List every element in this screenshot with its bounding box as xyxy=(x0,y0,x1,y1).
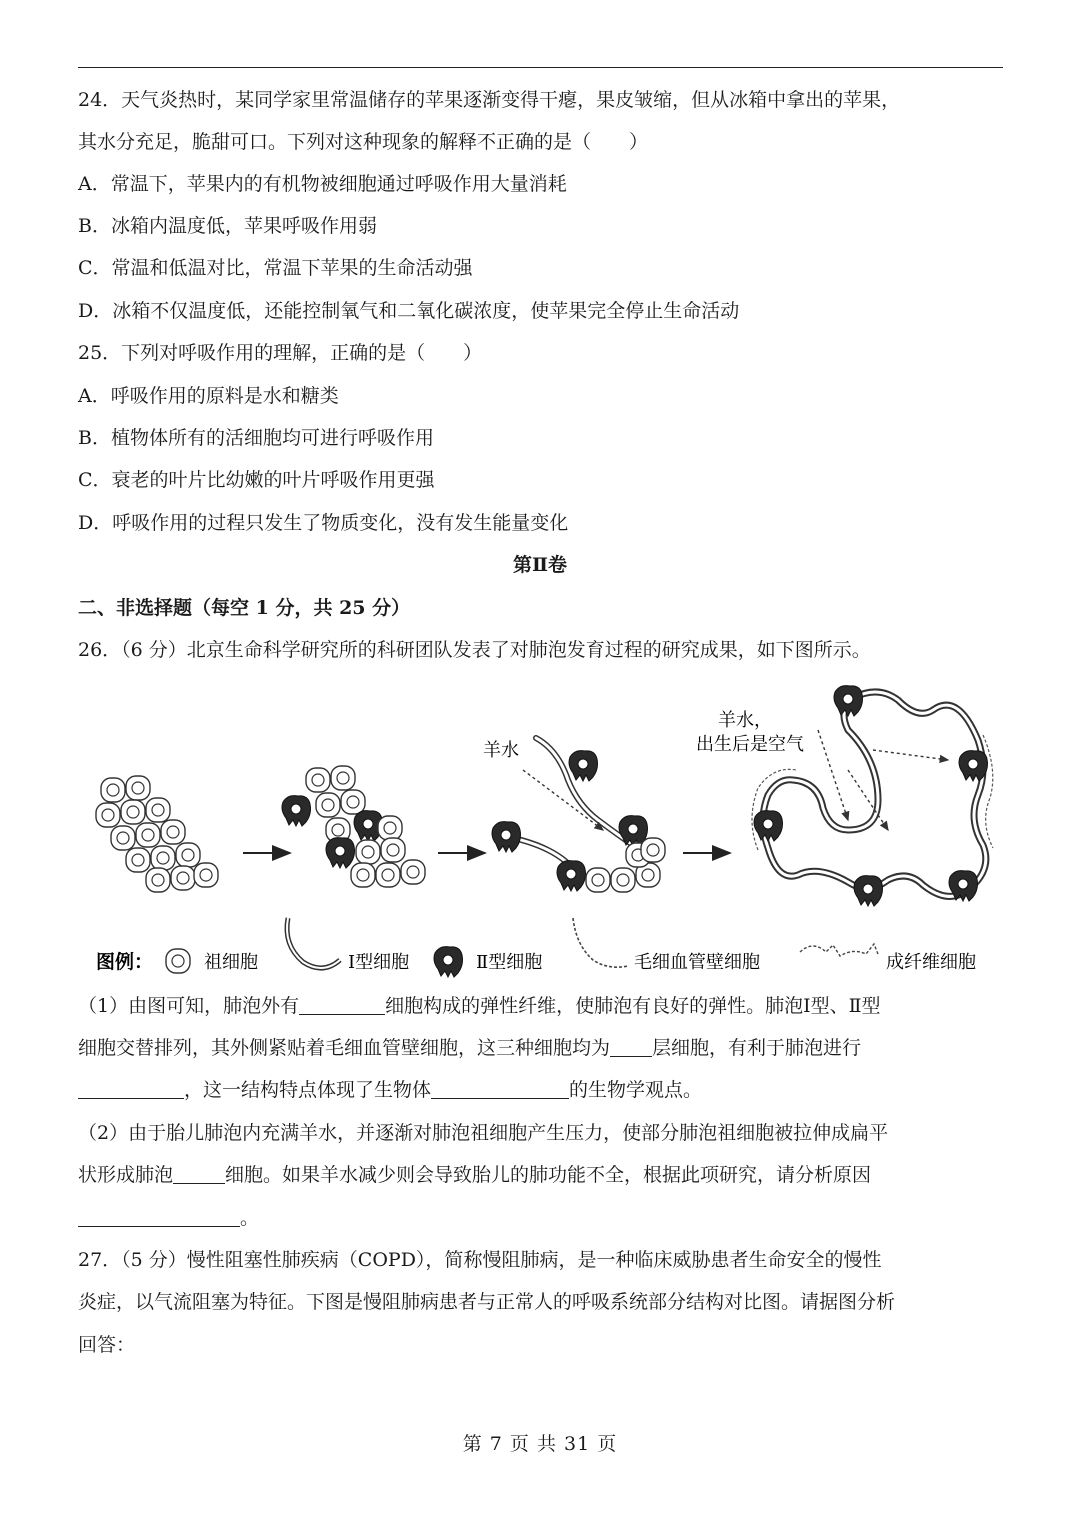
q25-option-a: A．呼吸作用的原料是水和糖类 xyxy=(78,385,339,407)
q26-p2-line1: （2）由于胎儿肺泡内充满羊水，并逐渐对肺泡祖细胞产生压力，使部分肺泡祖细胞被拉伸成扁平 xyxy=(78,1122,889,1144)
legend-title: 图例： xyxy=(96,951,154,973)
q24-option-a: A．常温下，苹果内的有机物被细胞通过呼吸作用大量消耗 xyxy=(78,173,567,195)
legend-progenitor-icon xyxy=(166,949,190,973)
legend-type2: Ⅱ型细胞 xyxy=(476,952,543,973)
q25-stem: 25．下列对呼吸作用的理解，正确的是（ ） xyxy=(78,342,483,364)
q27-line3: 回答： xyxy=(78,1334,136,1356)
q26-stem: 26．（6 分）北京生命科学研究所的科研团队发表了对肺泡发育过程的研究成果，如下图所示。 xyxy=(78,639,871,661)
q26-p1-text-d: 层细胞，有利于肺泡进行 xyxy=(652,1037,862,1059)
label-air-line2: 出生后是空气 xyxy=(696,734,804,755)
q26-p1-text-b: 细胞构成的弹性纤维，使肺泡有良好的弹性。肺泡Ⅰ型、Ⅱ型 xyxy=(385,995,881,1017)
answer-blank-5[interactable] xyxy=(173,1165,225,1184)
q24-stem-line1: 24．天气炎热时，某同学家里常温储存的苹果逐渐变得干瘪，果皮皱缩，但从冰箱中拿出的苹果， xyxy=(78,89,901,111)
legend-type2-icon xyxy=(434,947,463,977)
stage2-cluster xyxy=(282,766,425,887)
q26-p1-text-c: 细胞交替排列，其外侧紧贴着毛细血管壁细胞，这三种细胞均为 xyxy=(78,1037,611,1059)
answer-blank-6[interactable] xyxy=(78,1208,240,1227)
q26-p1-line1 xyxy=(78,994,881,1018)
q26-p2-text-b: 细胞。如果羊水减少则会导致胎儿的肺功能不全，根据此项研究，请分析原因 xyxy=(225,1164,872,1186)
q26-p2-text-a: 状形成肺泡 xyxy=(78,1164,174,1186)
q26-p1-text-e: ，这一结构特点体现了生物体 xyxy=(184,1079,432,1101)
header-rule xyxy=(78,67,1003,68)
answer-blank-4[interactable] xyxy=(431,1080,569,1099)
legend-type1: Ⅰ型细胞 xyxy=(348,952,410,973)
q26-p1-line2 xyxy=(78,1036,861,1060)
q25-option-d: D．呼吸作用的过程只发生了物质变化，没有发生能量变化 xyxy=(78,512,569,534)
q24-stem-line2: 其水分充足，脆甜可口。下列对这种现象的解释不正确的是（ ） xyxy=(78,131,649,153)
q26-p1-text-a: （1）由图可知，肺泡外有 xyxy=(78,995,300,1017)
stage4-alveolus xyxy=(752,686,993,906)
q24-option-c: C．常温和低温对比，常温下苹果的生命活动强 xyxy=(78,257,473,279)
stage1-progenitor-cluster xyxy=(96,776,218,892)
section-title: 第Ⅱ卷 xyxy=(512,554,567,576)
part2-title: 二、非选择题（每空 1 分，共 25 分） xyxy=(78,597,411,619)
legend-capillary-icon xyxy=(573,918,628,967)
q26-p1-text-f: 的生物学观点。 xyxy=(569,1079,703,1101)
stage3-branch xyxy=(492,738,665,892)
alveolus-development-figure xyxy=(78,670,1008,982)
answer-blank-2[interactable] xyxy=(610,1038,652,1057)
q27-line2: 炎症，以气流阻塞为特征。下图是慢阻肺病患者与正常人的呼吸系统部分结构对比图。请据图分析 xyxy=(78,1291,896,1313)
q25-option-c: C．衰老的叶片比幼嫩的叶片呼吸作用更强 xyxy=(78,469,435,491)
q24-option-b: B．冰箱内温度低，苹果呼吸作用弱 xyxy=(78,215,377,237)
answer-blank-1[interactable] xyxy=(299,996,385,1015)
q26-p2-line2 xyxy=(78,1163,871,1187)
q27-line1: 27．（5 分）慢性阻塞性肺疾病（COPD），简称慢阻肺病，是一种临床威胁患者生命安全的慢性 xyxy=(78,1249,882,1271)
q25-option-b: B．植物体所有的活细胞均可进行呼吸作用 xyxy=(78,427,434,449)
q24-option-d: D．冰箱不仅温度低，还能控制氧气和二氧化碳浓度，使苹果完全停止生命活动 xyxy=(78,300,740,322)
q26-p2-text-end: 。 xyxy=(240,1207,260,1229)
legend-capillary: 毛细血管壁细胞 xyxy=(634,952,760,973)
label-amniotic-fluid: 羊水 xyxy=(483,740,519,761)
legend-type1-icon xyxy=(287,918,340,968)
legend-progenitor: 祖细胞 xyxy=(204,952,258,973)
legend-fibroblast-icon xyxy=(800,944,878,956)
page-footer: 第 7 页 共 31 页 xyxy=(462,1433,618,1455)
label-air-line1: 羊水， xyxy=(718,710,772,731)
answer-blank-3[interactable] xyxy=(78,1080,184,1099)
q26-p2-line3 xyxy=(78,1206,259,1230)
figure-legend xyxy=(96,918,976,977)
legend-fibroblast: 成纤维细胞 xyxy=(886,952,976,973)
q26-p1-line3 xyxy=(78,1078,702,1102)
